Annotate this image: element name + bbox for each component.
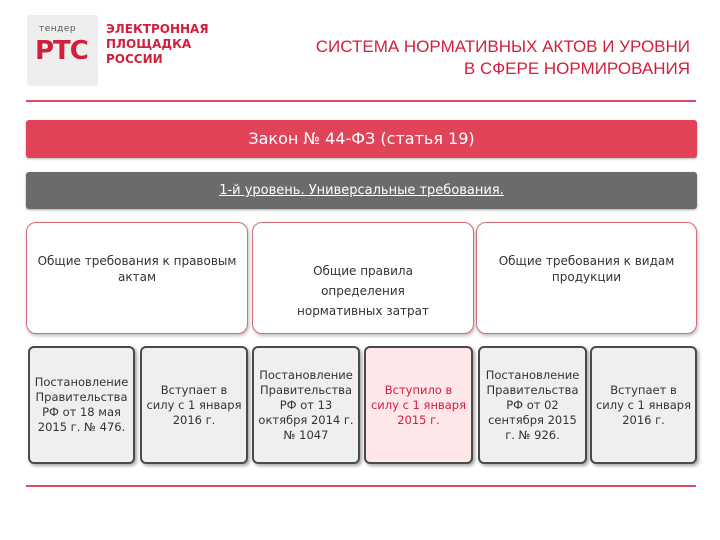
page-title: [230, 36, 690, 80]
document-label: Постановление Правительства РФ от 18 мая 2015 г. № 476.: [34, 375, 129, 434]
document-card-effective-2016: [140, 346, 248, 464]
document-label: Вступает в силу с 1 января 2016 г.: [146, 382, 242, 427]
logo-tender-text: тендер: [39, 24, 77, 34]
logo-caption: ЭЛЕКТРОННАЯ ПЛОЩАДКА РОССИИ: [106, 22, 209, 66]
requirement-card-product-types: [476, 222, 697, 334]
document-card-resolution-926: [478, 346, 587, 464]
top-divider: [26, 100, 696, 102]
page-title-line-1: СИСТЕМА НОРМАТИВНЫХ АКТОВ И УРОВНИ: [315, 37, 690, 56]
requirement-card-normative-costs: [252, 222, 474, 334]
law-banner: Закон № 44-ФЗ (статья 19): [26, 120, 697, 158]
document-card-resolution-1047: [252, 346, 360, 464]
document-label: Вступило в силу с 1 января 2015 г.: [370, 382, 467, 427]
document-label: Вступает в силу с 1 января 2016 г.: [595, 382, 692, 427]
logo-rts-text: РТС: [35, 36, 88, 66]
requirement-label: Общие требования к видам продукции: [498, 254, 675, 284]
logo: [27, 15, 98, 86]
document-label: Постановление Правительства РФ от 02 сентября 2015 г. № 926.: [485, 367, 580, 442]
page-title-line-2: В СФЕРЕ НОРМИРОВАНИЯ: [463, 59, 690, 78]
document-label: Постановление Правительства РФ от 13 октября 2014 г. № 1047: [258, 367, 354, 442]
bottom-divider: [26, 485, 696, 487]
requirement-card-legal-acts: [26, 222, 248, 334]
requirement-label: Общие правила определения нормативных затрат: [297, 264, 429, 318]
document-card-effective-2016-b: [590, 346, 697, 464]
document-card-resolution-476: [28, 346, 135, 464]
document-card-effective-2015: [364, 346, 473, 464]
level-banner: 1-й уровень. Универсальные требования.: [26, 172, 697, 209]
requirement-label: Общие требования к правовым актам: [37, 254, 237, 284]
